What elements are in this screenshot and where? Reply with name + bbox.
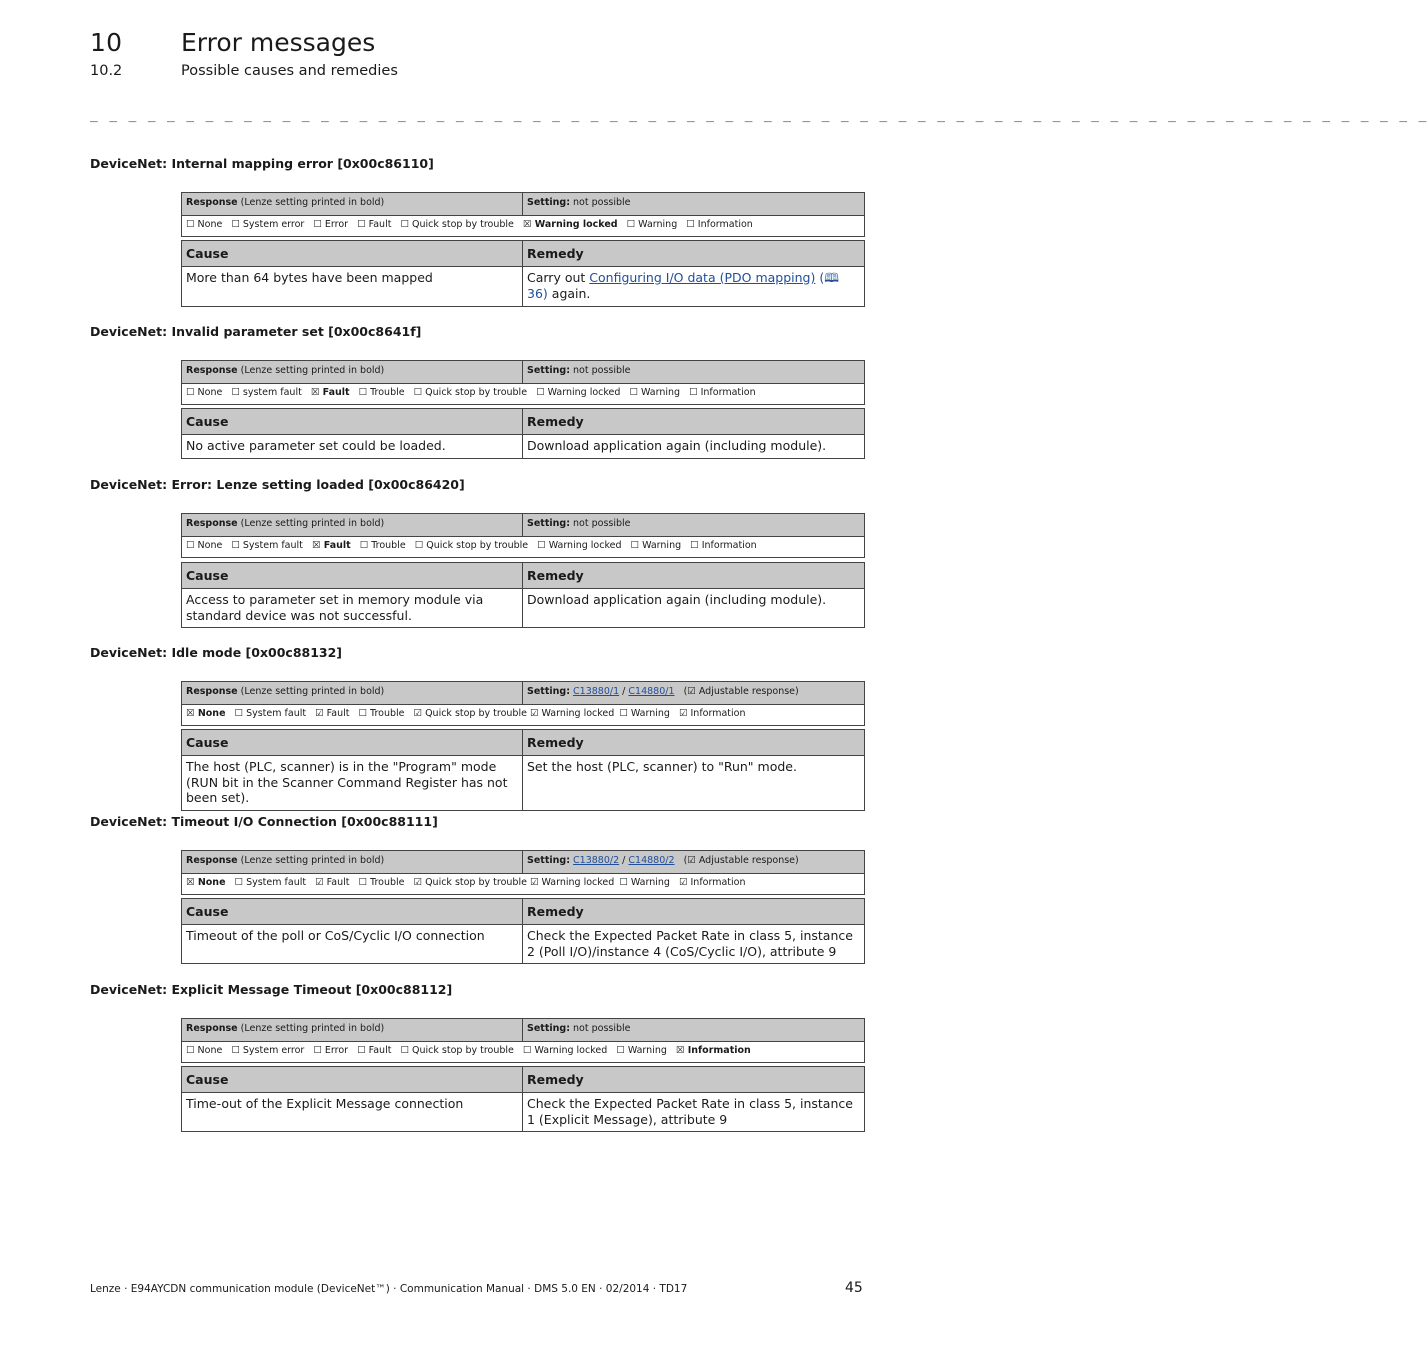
- adjustable-note: (☑ Adjustable response): [683, 686, 799, 697]
- option-item: ☑ Fault: [315, 708, 350, 719]
- error-section: [90, 156, 864, 301]
- option-item-selected: ☒ None: [186, 877, 226, 888]
- cause-cell: More than 64 bytes have been mapped: [182, 267, 523, 307]
- error-table: [181, 850, 865, 895]
- option-item: ☐ Trouble: [358, 708, 405, 719]
- error-table: [181, 360, 865, 405]
- response-options: [182, 384, 865, 405]
- cause-header: Cause: [182, 409, 523, 435]
- error-table: [181, 513, 865, 558]
- remedy-cell: Carry out Configuring I/O data (PDO mapping) (🕮 36) again.: [523, 267, 865, 307]
- option-item: ☐ Warning: [616, 1045, 667, 1056]
- remedy-cell: Check the Expected Packet Rate in class 5, instance 2 (Poll I/O)/instance 4 (CoS/Cyclic I/O), attribute 9: [523, 925, 865, 964]
- setting-header: Setting: C13880/2 / C14880/2 (☑ Adjustable response): [523, 851, 865, 874]
- option-item: ☑ Warning locked: [529, 877, 615, 888]
- option-item: ☐ Quick stop by trouble: [400, 1045, 514, 1056]
- option-item: ☑ Quick stop by trouble: [413, 877, 527, 888]
- option-item: ☐ Error: [313, 1045, 349, 1056]
- response-header: Response (Lenze setting printed in bold): [182, 193, 523, 216]
- option-item: ☐ System error: [231, 219, 305, 230]
- option-item: ☐ Warning: [619, 708, 670, 719]
- cause-cell: Time-out of the Explicit Message connection: [182, 1093, 523, 1132]
- setting-header: Setting: not possible: [523, 1019, 865, 1042]
- remedy-header: Remedy: [523, 409, 865, 435]
- cause-cell: The host (PLC, scanner) is in the "Program" mode (RUN bit in the Scanner Command Register has not been set).: [182, 756, 523, 811]
- remedy-cell: Set the host (PLC, scanner) to "Run" mode.: [523, 756, 865, 811]
- footer-text: Lenze · E94AYCDN communication module (DeviceNet™) · Communication Manual · DMS 5.0 EN · 02/2014 · TD17: [90, 1283, 688, 1295]
- cause-remedy-table: [181, 729, 865, 811]
- page-number: 45: [845, 1280, 863, 1296]
- option-item: ☐ Trouble: [358, 877, 405, 888]
- error-section: [90, 477, 864, 623]
- error-table: [181, 1018, 865, 1063]
- option-item: ☐ Warning locked: [536, 387, 621, 398]
- remedy-header: Remedy: [523, 241, 865, 267]
- option-item: ☐ Warning locked: [537, 540, 622, 551]
- error-heading: DeviceNet: Timeout I/O Connection [0x00c88111]: [90, 814, 438, 829]
- code-link-c13880-2[interactable]: C13880/2: [573, 855, 620, 866]
- error-heading: DeviceNet: Idle mode [0x00c88132]: [90, 645, 343, 660]
- response-options: [182, 1042, 865, 1063]
- response-header: Response (Lenze setting printed in bold): [182, 361, 523, 384]
- option-item: ☐ Warning: [630, 540, 682, 551]
- cause-header: Cause: [182, 241, 523, 267]
- option-item: ☐ Warning: [619, 877, 670, 888]
- error-heading: DeviceNet: Explicit Message Timeout [0x00c88112]: [90, 982, 453, 997]
- response-header: Response (Lenze setting printed in bold): [182, 1019, 523, 1042]
- error-section: [90, 982, 864, 1127]
- error-heading: DeviceNet: Error: Lenze setting loaded [0x00c86420]: [90, 477, 465, 492]
- cause-header: Cause: [182, 1067, 523, 1093]
- pdo-mapping-link[interactable]: Configuring I/O data (PDO mapping): [589, 270, 816, 285]
- code-link-c14880-2[interactable]: C14880/2: [628, 855, 675, 866]
- remedy-header: Remedy: [523, 1067, 865, 1093]
- option-item: ☑ Quick stop by trouble: [413, 708, 527, 719]
- cause-cell: No active parameter set could be loaded.: [182, 435, 523, 459]
- cause-cell: Access to parameter set in memory module via standard device was not successful.: [182, 589, 523, 628]
- page-reference-link[interactable]: (🕮 36): [527, 270, 839, 301]
- cause-remedy-table: [181, 408, 865, 459]
- error-section: [90, 645, 864, 805]
- option-item: ☐ None: [186, 1045, 223, 1056]
- response-header: Response (Lenze setting printed in bold): [182, 514, 523, 537]
- option-item: ☐ None: [186, 387, 223, 398]
- setting-header: Setting: not possible: [523, 361, 865, 384]
- option-item: ☐ None: [186, 540, 223, 551]
- cause-cell: Timeout of the poll or CoS/Cyclic I/O connection: [182, 925, 523, 964]
- response-header: Response (Lenze setting printed in bold): [182, 851, 523, 874]
- option-item: ☐ Information: [690, 540, 757, 551]
- option-item: ☐ Quick stop by trouble: [414, 540, 529, 551]
- remedy-header: Remedy: [523, 563, 865, 589]
- option-item-selected: ☒ Warning locked: [522, 219, 618, 230]
- code-link-c14880-1[interactable]: C14880/1: [628, 686, 675, 697]
- remedy-cell: Download application again (including module).: [523, 435, 865, 459]
- chapter-title: Error messages: [181, 28, 376, 57]
- option-item: ☐ Information: [689, 387, 756, 398]
- option-item: ☐ Error: [313, 219, 349, 230]
- section-title: Possible causes and remedies: [181, 63, 398, 79]
- section-number: 10.2: [90, 63, 123, 79]
- option-item: ☐ System fault: [234, 877, 307, 888]
- response-options: [182, 216, 865, 237]
- option-item: ☐ System fault: [234, 708, 307, 719]
- code-link-c13880-1[interactable]: C13880/1: [573, 686, 620, 697]
- option-item: ☐ Warning: [629, 387, 681, 398]
- option-item: ☐ System fault: [231, 540, 303, 551]
- option-item: ☐ Fault: [357, 219, 392, 230]
- error-heading: DeviceNet: Internal mapping error [0x00c86110]: [90, 156, 434, 171]
- setting-header: Setting: C13880/1 / C14880/1 (☑ Adjustable response): [523, 682, 865, 705]
- response-options: [182, 537, 865, 558]
- option-item: ☑ Fault: [315, 877, 350, 888]
- option-item: ☐ Trouble: [358, 387, 405, 398]
- setting-header: Setting: not possible: [523, 514, 865, 537]
- remedy-header: Remedy: [523, 730, 865, 756]
- error-heading: DeviceNet: Invalid parameter set [0x00c8641f]: [90, 324, 422, 339]
- setting-header: Setting: not possible: [523, 193, 865, 216]
- option-item: ☑ Warning locked: [529, 708, 615, 719]
- option-item: ☐ Trouble: [359, 540, 406, 551]
- option-item-selected: ☒ Fault: [311, 540, 351, 551]
- option-item: ☐ System error: [231, 1045, 305, 1056]
- option-item: ☐ Quick stop by trouble: [400, 219, 514, 230]
- cause-remedy-table: [181, 562, 865, 628]
- error-section: [90, 814, 864, 959]
- cause-remedy-table: [181, 240, 865, 307]
- cause-remedy-table: [181, 898, 865, 964]
- option-item-selected: ☒ Fault: [310, 387, 350, 398]
- error-section: [90, 324, 864, 453]
- adjustable-note: (☑ Adjustable response): [683, 855, 799, 866]
- option-item: ☑ Information: [678, 877, 746, 888]
- header-rule: _ _ _ _ _ _ _ _ _ _ _ _ _ _ _ _ _ _ _ _ _ _ _ _ _ _ _ _ _ _ _ _ _ _ _ _ _ _ _ _ _ _ _ _ _ _ _ _ _ _ _ _ _ _ _ _ _ _ _ _ _ _ _ _ _ _ _ _ _ _: [90, 108, 1428, 123]
- cause-header: Cause: [182, 899, 523, 925]
- response-header: Response (Lenze setting printed in bold): [182, 682, 523, 705]
- error-table: [181, 681, 865, 726]
- option-item: ☐ Fault: [357, 1045, 392, 1056]
- option-item: ☐ None: [186, 219, 223, 230]
- response-options: [182, 874, 865, 895]
- option-item-selected: ☒ None: [186, 708, 226, 719]
- option-item: ☑ Information: [678, 708, 746, 719]
- remedy-cell: Download application again (including module).: [523, 589, 865, 628]
- option-item: ☐ Warning: [626, 219, 678, 230]
- error-table: [181, 192, 865, 237]
- chapter-number: 10: [90, 28, 123, 57]
- cause-header: Cause: [182, 730, 523, 756]
- option-item: ☐ Warning locked: [522, 1045, 608, 1056]
- option-item: ☐ Information: [686, 219, 753, 230]
- option-item-selected: ☒ Information: [675, 1045, 751, 1056]
- cause-remedy-table: [181, 1066, 865, 1132]
- option-item: ☐ system fault: [231, 387, 302, 398]
- cause-header: Cause: [182, 563, 523, 589]
- remedy-cell: Check the Expected Packet Rate in class 5, instance 1 (Explicit Message), attribute 9: [523, 1093, 865, 1132]
- remedy-header: Remedy: [523, 899, 865, 925]
- response-options: [182, 705, 865, 726]
- option-item: ☐ Quick stop by trouble: [413, 387, 528, 398]
